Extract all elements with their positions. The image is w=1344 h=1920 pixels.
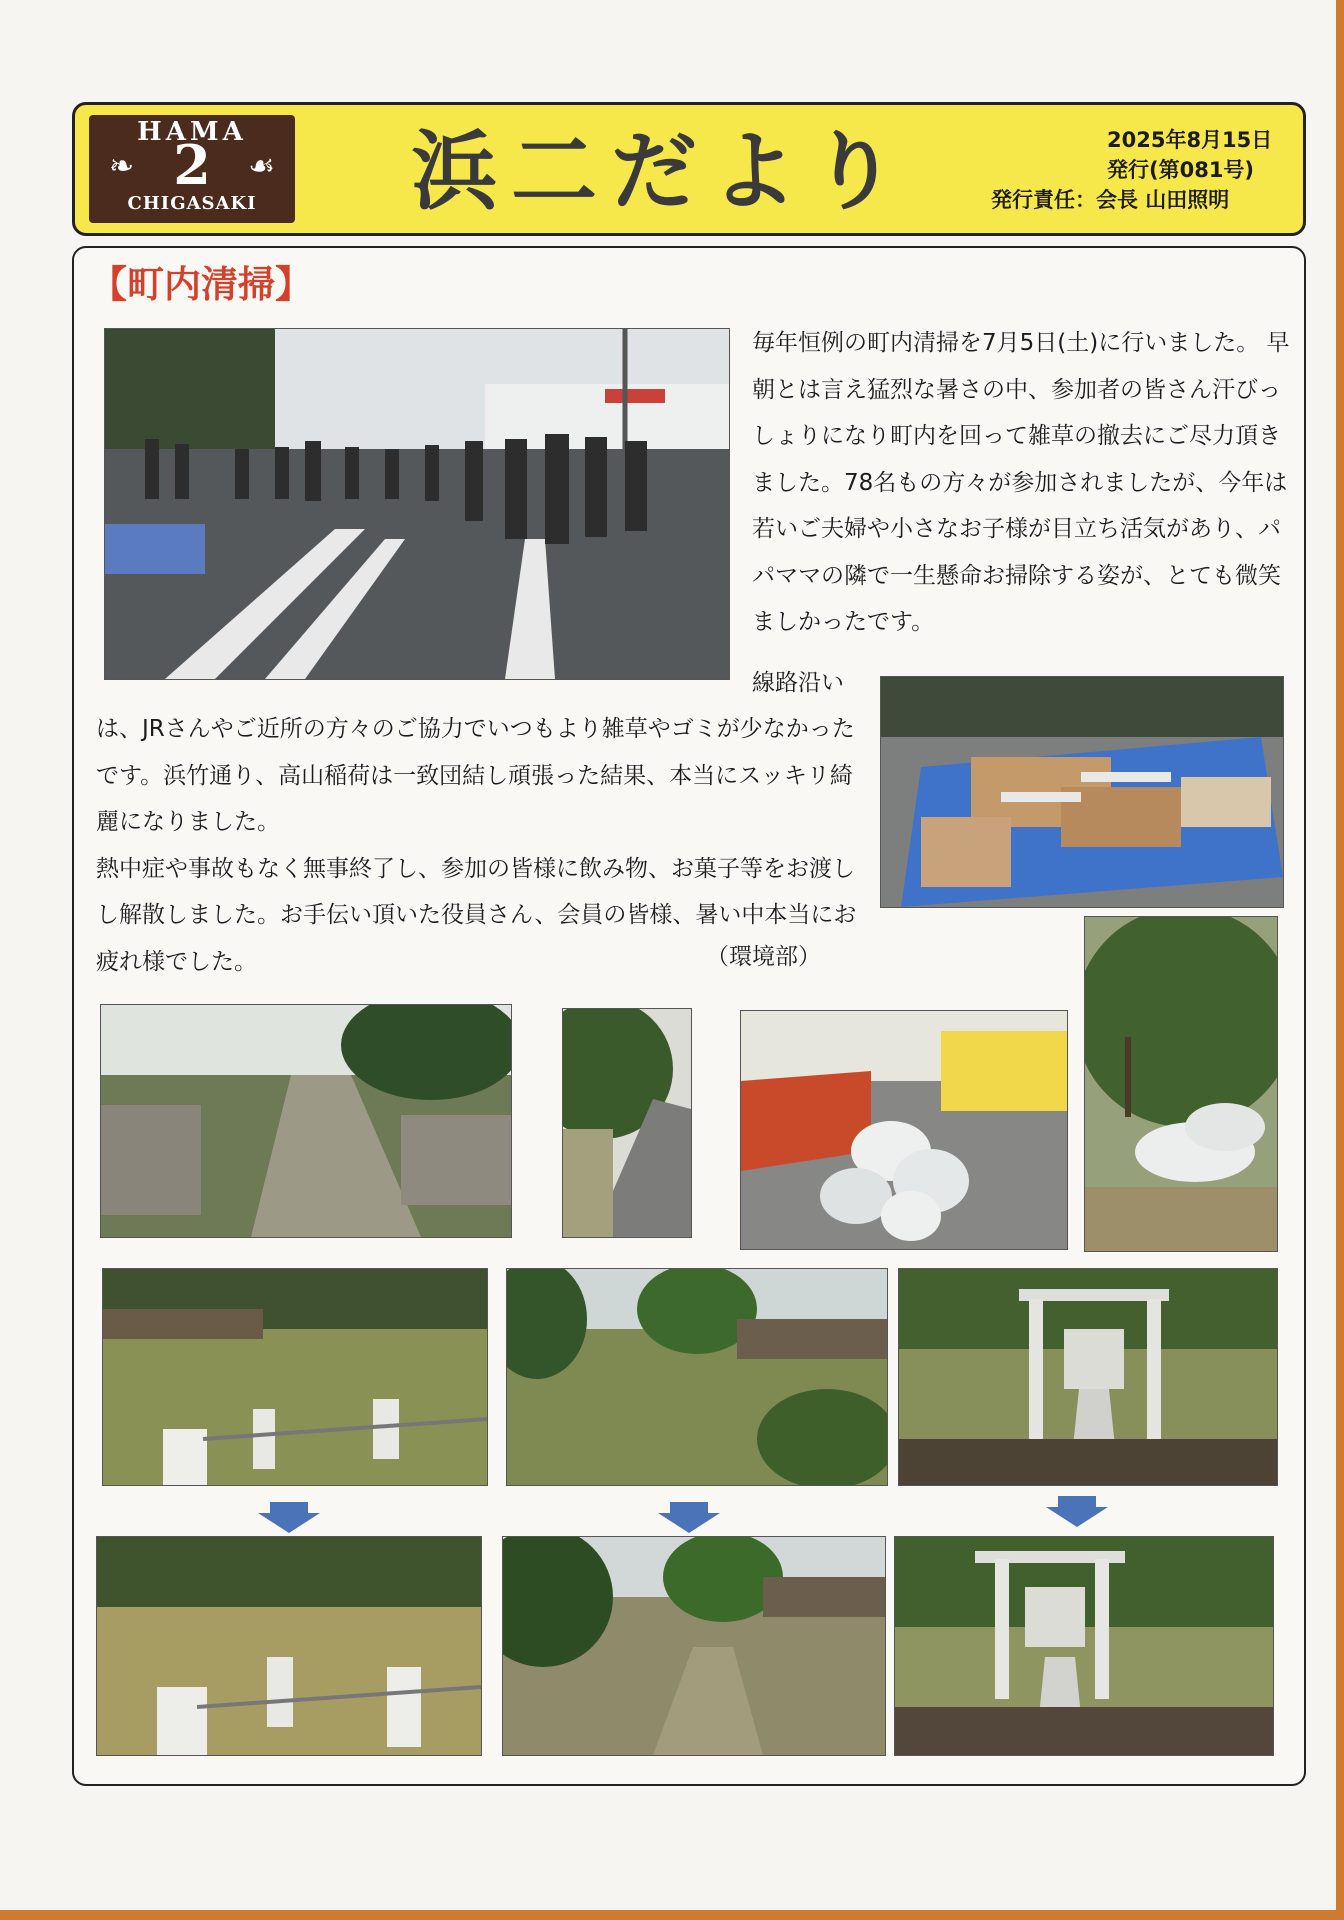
logo-text-bottom: CHIGASAKI [127,193,257,214]
article-paragraph-bridge: 線路沿い [752,670,844,696]
article-paragraph-right: 毎年恒例の町内清掃を7月5日(土)に行いました。 早朝とは言え猛烈な暑さの中、参加者の皆さん汗びっしょりになり町内を回って雑草の撤去にご尽力頂きました。78名もの方々が参加されましたが、今年は若いご夫婦や小さなお子様が目立ち活気があり、パパママの隣で一生懸命お掃除する姿が、とても微笑ましかったです。 [752,330,1290,635]
newsletter-title: 浜二だより [411,121,911,222]
leaf-icon: ☙ [248,149,275,184]
photo-street-side [562,1008,692,1238]
photo-sorting-trash [880,676,1284,908]
photo-after-1 [96,1536,482,1756]
issue-date: 2025年8月15日 [1107,128,1273,152]
photo-after-3 [894,1536,1274,1756]
arrow-down-icon [1046,1496,1108,1528]
logo [89,115,295,223]
article-heading: 【町内清掃】 [90,262,312,306]
sheet-edge [0,1910,1344,1920]
arrow-down-icon [258,1502,320,1534]
logo-text-top: HAMA [137,117,247,147]
photo-before-3 [898,1268,1278,1486]
leaf-icon: ❧ [109,149,135,184]
issue-number: 発行(第081号) [1107,158,1255,182]
arrow-down-icon [658,1502,720,1534]
issue-info [991,125,1291,215]
photo-before-2 [506,1268,888,1486]
logo-number: 2 [173,133,211,197]
photo-tree-bags [1084,916,1278,1252]
photo-before-1 [102,1268,488,1486]
photo-after-2 [502,1536,886,1756]
photo-stone-path [100,1004,512,1238]
photo-group-gathering [104,328,730,680]
publisher: 発行責任：会長 山田照明 [991,188,1230,212]
article-paragraph-left-1: は、JRさんやご近所の方々のご協力でいつもより雑草やゴミが少なかったです。浜竹通り、高山稲荷は一致団結し頑張った結果、本当にスッキリ綺麗になりました。 [96,716,855,835]
masthead [72,102,1306,236]
article-paragraph-left-2: 熱中症や事故もなく無事終了し、参加の皆様に飲み物、お菓子等をお渡しし解散しました。お手伝い頂いた役員さん、会員の皆様、暑い中本当にお疲れ様でした。 [96,855,857,975]
photo-garbage-bags [740,1010,1068,1250]
department-signature: （環境部） [706,944,821,970]
sheet-edge [1336,0,1344,1920]
